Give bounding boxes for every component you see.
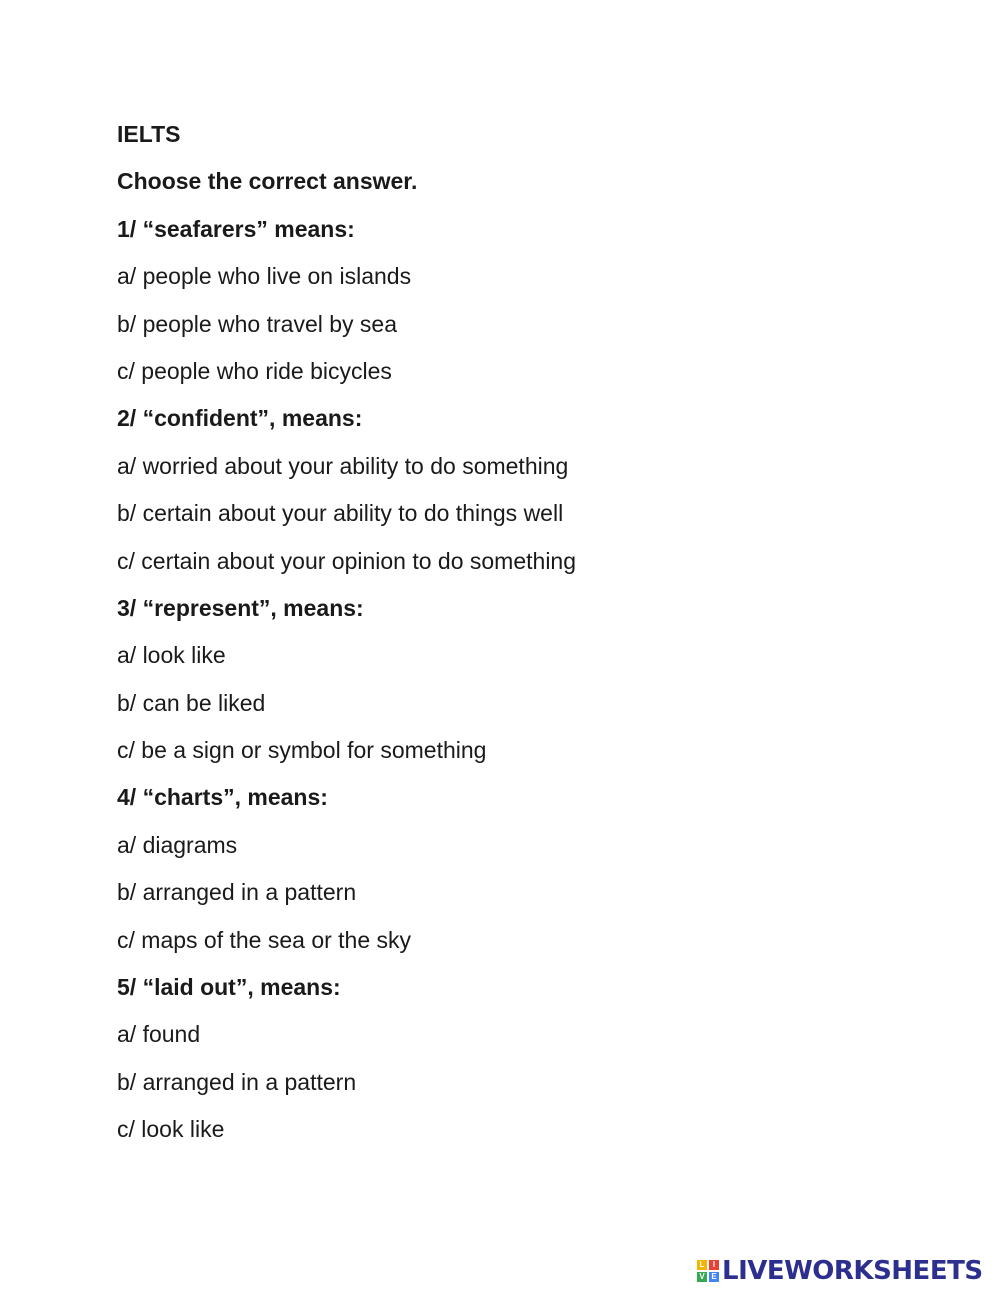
worksheet-title: IELTS bbox=[117, 121, 181, 147]
worksheet bbox=[117, 116, 937, 1159]
answer-option[interactable]: a/ diagrams bbox=[117, 831, 238, 858]
logo-tile: E bbox=[709, 1272, 719, 1282]
worksheet-instruction: Choose the correct answer. bbox=[117, 168, 418, 195]
answer-option[interactable]: c/ people who ride bicycles bbox=[117, 357, 392, 384]
answer-option[interactable]: a/ found bbox=[117, 1021, 201, 1048]
logo-tile: V bbox=[697, 1272, 707, 1282]
answer-option[interactable]: c/ certain about your opinion to do something bbox=[117, 547, 577, 574]
answer-option[interactable]: a/ look like bbox=[117, 642, 226, 669]
question-1 bbox=[117, 211, 937, 401]
answer-option[interactable]: a/ people who live on islands bbox=[117, 263, 412, 290]
question-4 bbox=[117, 779, 937, 969]
answer-option[interactable]: b/ people who travel by sea bbox=[117, 310, 398, 337]
question-5 bbox=[117, 969, 937, 1159]
question-3 bbox=[117, 590, 937, 780]
liveworksheets-logo[interactable] bbox=[697, 1256, 983, 1286]
question-prompt: 1/ “seafarers” means: bbox=[117, 215, 355, 242]
question-prompt: 5/ “laid out”, means: bbox=[117, 974, 341, 1001]
answer-option[interactable]: c/ look like bbox=[117, 1116, 225, 1143]
question-prompt: 4/ “charts”, means: bbox=[117, 784, 328, 811]
logo-icon bbox=[697, 1260, 719, 1282]
logo-tile: I bbox=[709, 1260, 719, 1270]
question-prompt: 3/ “represent”, means: bbox=[117, 594, 364, 621]
logo-tile: L bbox=[697, 1260, 707, 1270]
answer-option[interactable]: c/ maps of the sea or the sky bbox=[117, 926, 412, 953]
answer-option[interactable]: b/ arranged in a pattern bbox=[117, 879, 357, 906]
answer-option[interactable]: b/ arranged in a pattern bbox=[117, 1068, 357, 1095]
answer-option[interactable]: b/ certain about your ability to do things well bbox=[117, 500, 564, 527]
question-prompt: 2/ “confident”, means: bbox=[117, 405, 363, 432]
question-2 bbox=[117, 400, 937, 590]
answer-option[interactable]: c/ be a sign or symbol for something bbox=[117, 737, 487, 764]
logo-text: LIVEWORKSHEETS bbox=[722, 1256, 983, 1286]
answer-option[interactable]: b/ can be liked bbox=[117, 689, 266, 716]
answer-option[interactable]: a/ worried about your ability to do something bbox=[117, 452, 569, 479]
